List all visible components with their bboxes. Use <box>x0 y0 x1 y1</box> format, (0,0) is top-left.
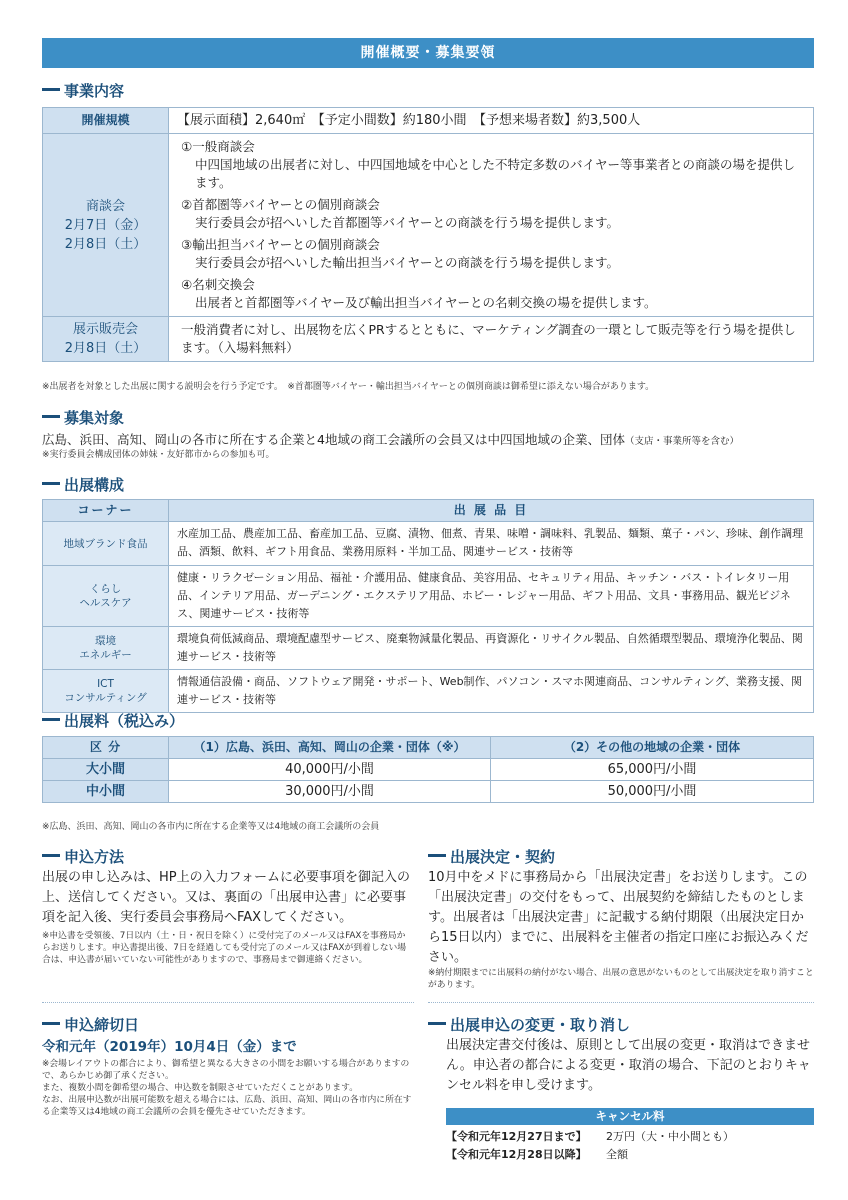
table-row <box>43 627 814 670</box>
row-label: 商談会 2月7日（金） 2月8日（土） <box>43 134 169 317</box>
fee-table <box>42 736 814 803</box>
section-heading-business <box>42 80 124 101</box>
fee-cell: 40,000円/小間 <box>169 759 491 781</box>
section-heading-composition <box>42 474 124 495</box>
list-item <box>181 138 805 192</box>
table-header-row <box>43 500 814 522</box>
table-header-row <box>43 737 814 759</box>
table-row <box>43 317 814 362</box>
target-small: （支店・事業所等を含む） <box>624 436 739 447</box>
fee-cell: 50,000円/小間 <box>491 781 814 803</box>
corner-cell: くらし ヘルスケア <box>43 566 169 627</box>
section-title: 出展申込の変更・取り消し <box>450 1016 631 1034</box>
cancel-amount: 2万円（大・中小間とも） <box>606 1130 734 1143</box>
page-banner: 開催概要・募集要領 <box>42 38 814 68</box>
table-row <box>43 134 814 317</box>
items-cell: 水産加工品、農産加工品、畜産加工品、豆腐、漬物、佃煮、青果、味噌・調味料、乳製品、麺類、菓子・パン、珍味、創作調理品、酒類、飲料、ギフト用食品、業務用原料・半加工品、関連サービス・技術等 <box>169 522 814 566</box>
fee-label: 大小間 <box>43 759 169 781</box>
apply-note: ※申込書を受領後、7日以内（土・日・祝日を除く）に受付完了のメール又はFAXを事務局からお送りします。申込書提出後、7日を経過しても受付完了のメール又はFAXが到着しない場合は、申込書が届いていない可能性がありますので、事務局まで御連絡ください。 <box>42 931 407 965</box>
list-item <box>181 196 805 232</box>
item-title: ②首都圏等バイヤーとの個別商談会 <box>181 197 380 212</box>
header-cell: コーナー <box>43 500 169 522</box>
cancel-row <box>446 1146 628 1164</box>
divider <box>428 1002 814 1003</box>
section-title: 申込方法 <box>64 848 125 866</box>
composition-table <box>42 499 814 713</box>
section-title: 出展決定・契約 <box>450 848 556 866</box>
cancel-amount: 全額 <box>606 1148 628 1161</box>
section-title: 募集対象 <box>64 409 125 427</box>
deadline-note: ※会場レイアウトの都合により、御希望と異なる大きさの小間をお願いする場合がありますので、あらかじめ御了承ください。 また、複数小間を御希望の場合、申込数を制限させていただくことがあります。 なお、出展申込数が出展可能数を超える場合には、広島、浜田、高知、岡山の各市内に所在する企業等又は4地域の商工会議所の会員を優先させていただきます。 <box>42 1059 412 1117</box>
decision-text: 10月中をメドに事務局から「出展決定書」をお送りします。この「出展決定書」の交付をもって、出展契約を締結したものとします。出展者は「出展決定書」に記載する納付期限（出展決定日から15日以内）までに、出展料を主催者の指定口座にお振込みください。 <box>428 870 809 965</box>
section-heading-fee <box>42 710 184 731</box>
table-row <box>43 566 814 627</box>
target-main: 広島、浜田、高知、岡山の各市に所在する企業と4地域の商工会議所の会員又は中四国地域の企業、団体 <box>42 432 625 447</box>
items-cell: 環境負荷低減商品、環境配慮型サービス、廃棄物減量化製品、再資源化・リサイクル製品、自然循環型製品、環境浄化製品、関連サービス・技術等 <box>169 627 814 670</box>
cancel-period: 【令和元年12月28日以降】 <box>446 1148 587 1161</box>
row-text: 一般消費者に対し、出展物を広くPRするとともに、マーケティング調査の一環として販売等を行う場を提供します。（入場料無料） <box>169 317 814 362</box>
corner-cell: 環境 エネルギー <box>43 627 169 670</box>
header-cell: 出 展 品 目 <box>169 500 814 522</box>
deadline-text: 令和元年（2019年）10月4日（金）まで <box>42 1039 297 1055</box>
table-row <box>43 759 814 781</box>
table-row <box>43 670 814 713</box>
section-heading-decision <box>428 846 555 867</box>
table-row <box>43 108 814 134</box>
table-row <box>43 522 814 566</box>
item-desc: 実行委員会が招へいした輸出担当バイヤーとの商談を行う場を提供します。 <box>195 255 620 270</box>
section-heading-apply <box>42 846 124 867</box>
list-item <box>181 276 805 312</box>
section-title: 出展料（税込み） <box>64 712 185 730</box>
decision-note: ※納付期限までに出展料の納付がない場合、出展の意思がないものとして出展決定を取り消すことがあります。 <box>428 968 814 990</box>
header-cell: （1）広島、浜田、高知、岡山の企業・団体（※） <box>169 737 491 759</box>
target-text <box>42 430 739 451</box>
cancel-period: 【令和元年12月27日まで】 <box>446 1130 587 1143</box>
section-heading-target <box>42 407 124 428</box>
row-items <box>169 134 814 317</box>
cancel-fee-header: キャンセル料 <box>446 1108 814 1125</box>
corner-cell: ICT コンサルティング <box>43 670 169 713</box>
row-label: 開催規模 <box>43 108 169 134</box>
section-note: ※出展者を対象とした出展に関する説明会を行う予定です。 ※首都圏等バイヤー・輸出担当バイヤーとの個別商談は御希望に添えない場合があります。 <box>42 382 655 392</box>
item-desc: 実行委員会が招へいした首都圏等バイヤーとの商談を行う場を提供します。 <box>195 215 620 230</box>
items-cell: 情報通信設備・商品、ソフトウェア開発・サポート、Web制作、パソコン・スマホ関連商品、コンサルティング、業務支援、関連サービス・技術等 <box>169 670 814 713</box>
section-heading-deadline <box>42 1014 139 1035</box>
item-title: ①一般商談会 <box>181 139 255 154</box>
item-desc: 中四国地域の出展者に対し、中四国地域を中心とした不特定多数のバイヤー等事業者との商談の場を提供します。 <box>195 157 796 190</box>
cancel-row <box>446 1128 734 1146</box>
row-text: 【展示面積】2,640㎡ 【予定小間数】約180小間 【予想来場者数】約3,500人 <box>169 108 814 134</box>
fee-cell: 30,000円/小間 <box>169 781 491 803</box>
business-table <box>42 107 814 362</box>
items-cell: 健康・リラクゼーション用品、福祉・介護用品、健康食品、美容用品、セキュリティ用品、キッチン・バス・トイレタリー用品、インテリア用品、ガーデニング・エクステリア用品、ホビー・レジャー用品、ギフト用品、文具・事務用品、観光ビジネス、関連サービス・技術等 <box>169 566 814 627</box>
divider <box>42 1002 414 1003</box>
table-row <box>43 781 814 803</box>
section-note: ※実行委員会構成団体の姉妹・友好都市からの参加も可。 <box>42 450 275 460</box>
section-title: 事業内容 <box>64 82 125 100</box>
list-item <box>181 236 805 272</box>
item-title: ④名刺交換会 <box>181 277 255 292</box>
section-title: 出展構成 <box>64 476 125 494</box>
section-heading-cancel <box>428 1014 630 1035</box>
fee-cell: 65,000円/小間 <box>491 759 814 781</box>
item-desc: 出展者と首都圏等バイヤー及び輸出担当バイヤーとの名刺交換の場を提供します。 <box>195 295 657 310</box>
item-title: ③輸出担当バイヤーとの個別商談会 <box>181 237 380 252</box>
header-cell: 区 分 <box>43 737 169 759</box>
section-note: ※広島、浜田、高知、岡山の各市内に所在する企業等又は4地域の商工会議所の会員 <box>42 822 380 832</box>
cancel-text: 出展決定書交付後は、原則として出展の変更・取消はできません。申込者の都合による変更・取消の場合、下記のとおりキャンセル料を申し受けます。 <box>446 1038 811 1093</box>
apply-text: 出展の申し込みは、HP上の入力フォームに必要事項を御記入の上、送信してください。又は、裏面の「出展申込書」に必要事項を記入後、実行委員会事務局へFAXしてください。 <box>42 870 410 925</box>
header-cell: （2）その他の地域の企業・団体 <box>491 737 814 759</box>
row-label: 展示販売会 2月8日（土） <box>43 317 169 362</box>
section-title: 申込締切日 <box>64 1016 140 1034</box>
corner-cell: 地域ブランド食品 <box>43 522 169 566</box>
fee-label: 中小間 <box>43 781 169 803</box>
